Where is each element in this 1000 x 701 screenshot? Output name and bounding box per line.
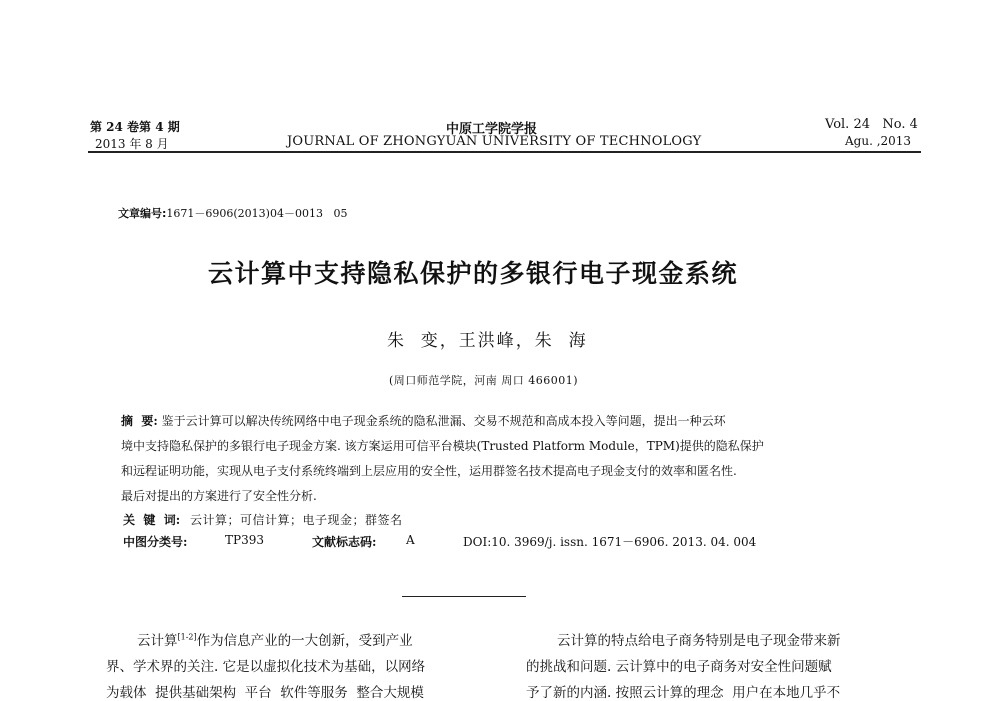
section-divider (402, 596, 526, 597)
article-id-label: 文章编号: (118, 207, 167, 220)
body-left-line-1 (137, 629, 413, 649)
journal-cn: 中原工学院学报 (446, 122, 538, 137)
volume-issue-cn: 第 24 卷第 4 期 (90, 120, 180, 134)
body-right-line-2: 的挑战和问题. 云计算中的电子商务对安全性问题赋 (526, 659, 832, 675)
body-left-text-1b: 作为信息产业的一大创新，受到产业 (196, 633, 413, 649)
doc-code-label: 文献标志码: (312, 535, 377, 549)
abstract-label: 摘 要: (121, 414, 158, 428)
date-cn: 2013 年 8 月 (95, 137, 169, 151)
citation-ref: [1-2] (177, 632, 197, 642)
body-left-text-1a: 云计算 (137, 633, 178, 649)
vol-no-en: Vol. 24 No. 4 (825, 117, 918, 132)
doi: DOI:10. 3969/j. issn. 1671－6906. 2013. 04. 004 (463, 535, 757, 549)
doc-code-value: A (406, 533, 415, 547)
paper-title: 云计算中支持隐私保护的多银行电子现金系统 (208, 259, 739, 288)
article-id (118, 205, 347, 221)
body-left-line-2: 界、学术界的关注. 它是以虚拟化技术为基础，以网络 (106, 659, 426, 675)
body-right-line-3: 予了新的内涵. 按照云计算的理念 用户在本地几乎不 (526, 685, 841, 701)
authors: 朱 变，王洪峰，朱 海 (387, 331, 588, 351)
keywords-label: 关 键 词: (123, 513, 181, 527)
body-right-line-1: 云计算的特点给电子商务特别是电子现金带来新 (557, 633, 841, 649)
body-left-line-3: 为载体 提供基础架构 平台 软件等服务 整合大规模 (106, 685, 424, 701)
abstract-line-1 (121, 412, 726, 429)
article-id-value: 1671－6906(2013)04－0013 05 (166, 207, 348, 220)
clc-value: TP393 (225, 533, 264, 547)
keywords-value: 云计算；可信计算；电子现金；群签名 (189, 513, 403, 527)
keywords (123, 511, 403, 528)
abstract-line-3: 和远程证明功能，实现从电子支付系统终端到上层应用的安全性，运用群签名技术提高电子现金支付的效率和匿名性. (121, 464, 737, 478)
clc-label: 中图分类号: (123, 535, 188, 549)
affiliation: (周口师范学院，河南 周口 466001) (389, 374, 579, 387)
abstract-text-1: 鉴于云计算可以解决传统网络中电子现金系统的隐私泄漏、交易不规范和高成本投入等问题，提出一种云环 (161, 414, 726, 428)
abstract-line-4: 最后对提出的方案进行了安全性分析. (121, 489, 317, 503)
abstract-line-2: 境中支持隐私保护的多银行电子现金方案. 该方案运用可信平台模块(Trusted Platform Module，TPM)提供的隐私保护 (121, 439, 764, 453)
journal-en: JOURNAL OF ZHONGYUAN UNIVERSITY OF TECHNOLOGY (287, 134, 702, 149)
header-rule (88, 151, 921, 153)
date-en: Agu. ,2013 (845, 134, 912, 148)
